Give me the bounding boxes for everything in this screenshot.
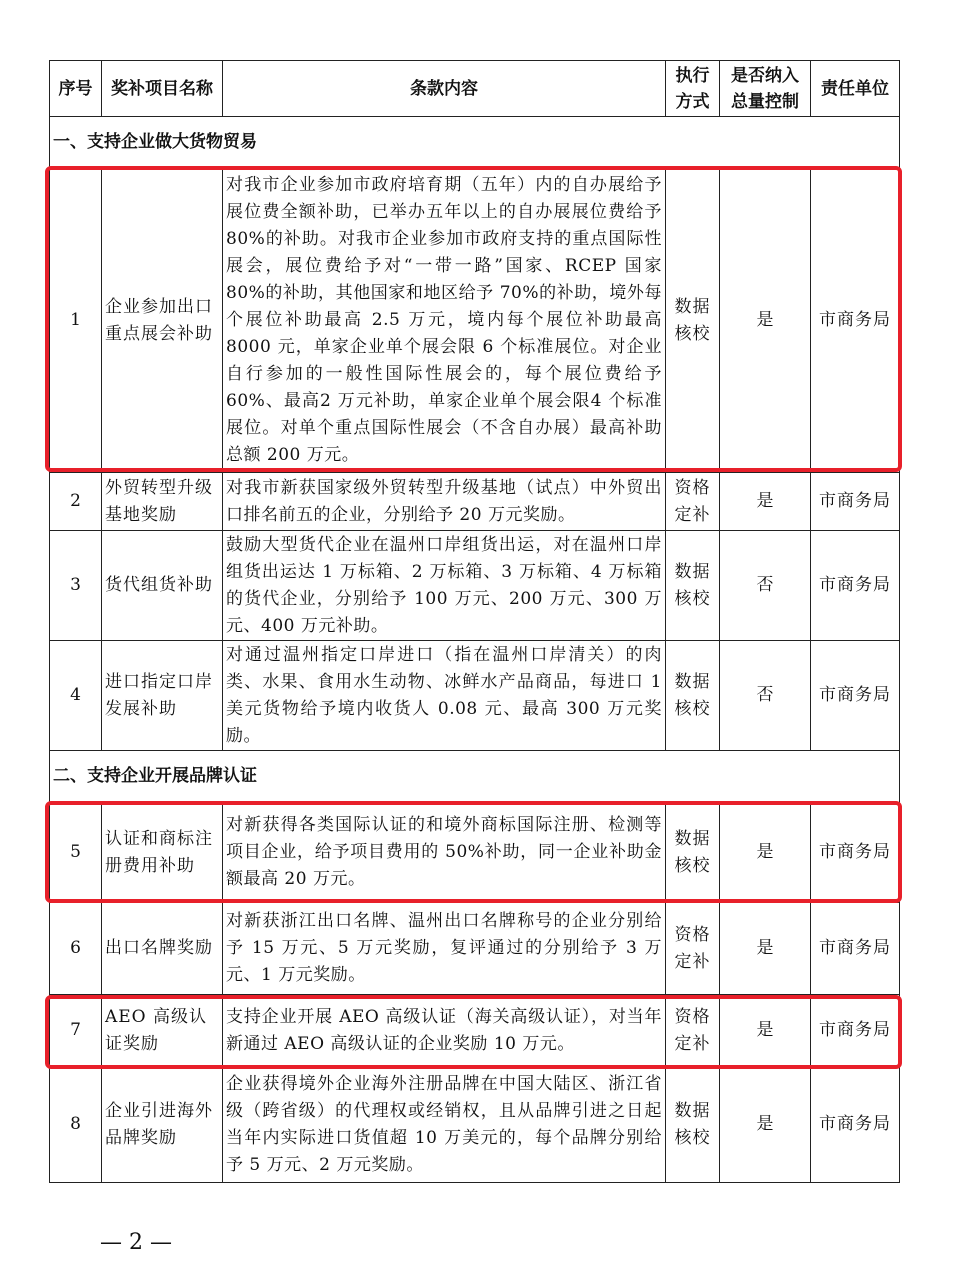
row-number: 1: [50, 169, 102, 473]
row-clause: 鼓励大型货代企业在温州口岸组货出运，对在温州口岸组货出运达 1 万标箱、2 万标箱、3 万标箱、4 万标箱的货代企业，分别给予 100 万元、200 万元、300 万元、400 万元补助。: [223, 531, 666, 641]
row-item-name: 出口名牌奖励: [102, 903, 223, 995]
header-method: 执行方式: [666, 61, 720, 117]
section-row: [50, 751, 900, 803]
header-control: 是否纳入总量控制: [720, 61, 811, 117]
row-control: 是: [720, 803, 811, 903]
row-control: 是: [720, 473, 811, 531]
table-row: [50, 169, 900, 473]
table-row: [50, 803, 900, 903]
row-control: 是: [720, 903, 811, 995]
row-unit: 市商务局: [811, 641, 900, 751]
row-number: 7: [50, 995, 102, 1067]
row-unit: 市商务局: [811, 995, 900, 1067]
row-method: 资格定补: [666, 473, 720, 531]
header-item: 奖补项目名称: [102, 61, 223, 117]
row-control: 是: [720, 995, 811, 1067]
row-method: 数据核校: [666, 1067, 720, 1183]
row-item-name: AEO 高级认证奖励: [102, 995, 223, 1067]
row-clause: 对新获浙江出口名牌、温州出口名牌称号的企业分别给予 15 万元、5 万元奖励，复评通过的分别给予 3 万元、1 万元奖励。: [223, 903, 666, 995]
row-method: 数据核校: [666, 641, 720, 751]
row-method: 资格定补: [666, 903, 720, 995]
row-unit: 市商务局: [811, 169, 900, 473]
header-unit: 责任单位: [811, 61, 900, 117]
row-item-name: 企业参加出口重点展会补助: [102, 169, 223, 473]
table-row: [50, 903, 900, 995]
table-row: [50, 531, 900, 641]
row-item-name: 进口指定口岸发展补助: [102, 641, 223, 751]
row-clause: 对新获得各类国际认证的和境外商标国际注册、检测等项目企业，给予项目费用的 50%补助，同一企业补助金额最高 20 万元。: [223, 803, 666, 903]
row-number: 5: [50, 803, 102, 903]
table-row: [50, 1067, 900, 1183]
row-number: 3: [50, 531, 102, 641]
row-number: 8: [50, 1067, 102, 1183]
policy-table: [49, 60, 900, 1183]
row-clause: 对我市企业参加市政府培育期（五年）内的自办展给予展位费全额补助，已举办五年以上的自办展展位费给予 80%的补助。对我市企业参加市政府支持的重点国际性展会，展位费给予对“一带一路”国家、RCEP 国家 80%的补助，其他国家和地区给予 70%的补助，境外每个展位补助最高 2.5 万元，境内每个展位补助最高 8000 元，单家企业单个展会限 6 个标准展位。对企业自行参加的一般性国际性展会的，每个展位费给予60%、最高2 万元补助，单家企业单个展会限4 个标准展位。对单个重点国际性展会（不含自办展）最高补助总额 200 万元。: [223, 169, 666, 473]
row-unit: 市商务局: [811, 903, 900, 995]
row-item-name: 货代组货补助: [102, 531, 223, 641]
row-unit: 市商务局: [811, 803, 900, 903]
row-method: 数据核校: [666, 169, 720, 473]
table-row: [50, 641, 900, 751]
row-clause: 支持企业开展 AEO 高级认证（海关高级认证），对当年新通过 AEO 高级认证的企业奖励 10 万元。: [223, 995, 666, 1067]
section-title: 一、支持企业做大货物贸易: [50, 117, 900, 169]
table-row: [50, 473, 900, 531]
row-control: 是: [720, 1067, 811, 1183]
header-clause: 条款内容: [223, 61, 666, 117]
row-control: 否: [720, 531, 811, 641]
row-unit: 市商务局: [811, 473, 900, 531]
section-title: 二、支持企业开展品牌认证: [50, 751, 900, 803]
row-item-name: 外贸转型升级基地奖励: [102, 473, 223, 531]
row-unit: 市商务局: [811, 531, 900, 641]
row-control: 是: [720, 169, 811, 473]
row-number: 4: [50, 641, 102, 751]
row-number: 6: [50, 903, 102, 995]
table-row: [50, 995, 900, 1067]
header-no: 序号: [50, 61, 102, 117]
row-unit: 市商务局: [811, 1067, 900, 1183]
row-method: 资格定补: [666, 995, 720, 1067]
section-row: [50, 117, 900, 169]
row-method: 数据核校: [666, 531, 720, 641]
row-clause: 企业获得境外企业海外注册品牌在中国大陆区、浙江省级（跨省级）的代理权或经销权，且从品牌引进之日起当年内实际进口货值超 10 万美元的，每个品牌分别给予 5 万元、2 万元奖励。: [223, 1067, 666, 1183]
row-method: 数据核校: [666, 803, 720, 903]
row-clause: 对我市新获国家级外贸转型升级基地（试点）中外贸出口排名前五的企业，分别给予 20 万元奖励。: [223, 473, 666, 531]
row-clause: 对通过温州指定口岸进口（指在温州口岸清关）的肉类、水果、食用水生动物、冰鲜水产品商品，每进口 1 美元货物给予境内收货人 0.08 元、最高 300 万元奖励。: [223, 641, 666, 751]
table-header-row: [50, 61, 900, 117]
row-item-name: 认证和商标注册费用补助: [102, 803, 223, 903]
page-number: — 2 —: [100, 1230, 172, 1255]
row-item-name: 企业引进海外品牌奖励: [102, 1067, 223, 1183]
row-number: 2: [50, 473, 102, 531]
row-control: 否: [720, 641, 811, 751]
